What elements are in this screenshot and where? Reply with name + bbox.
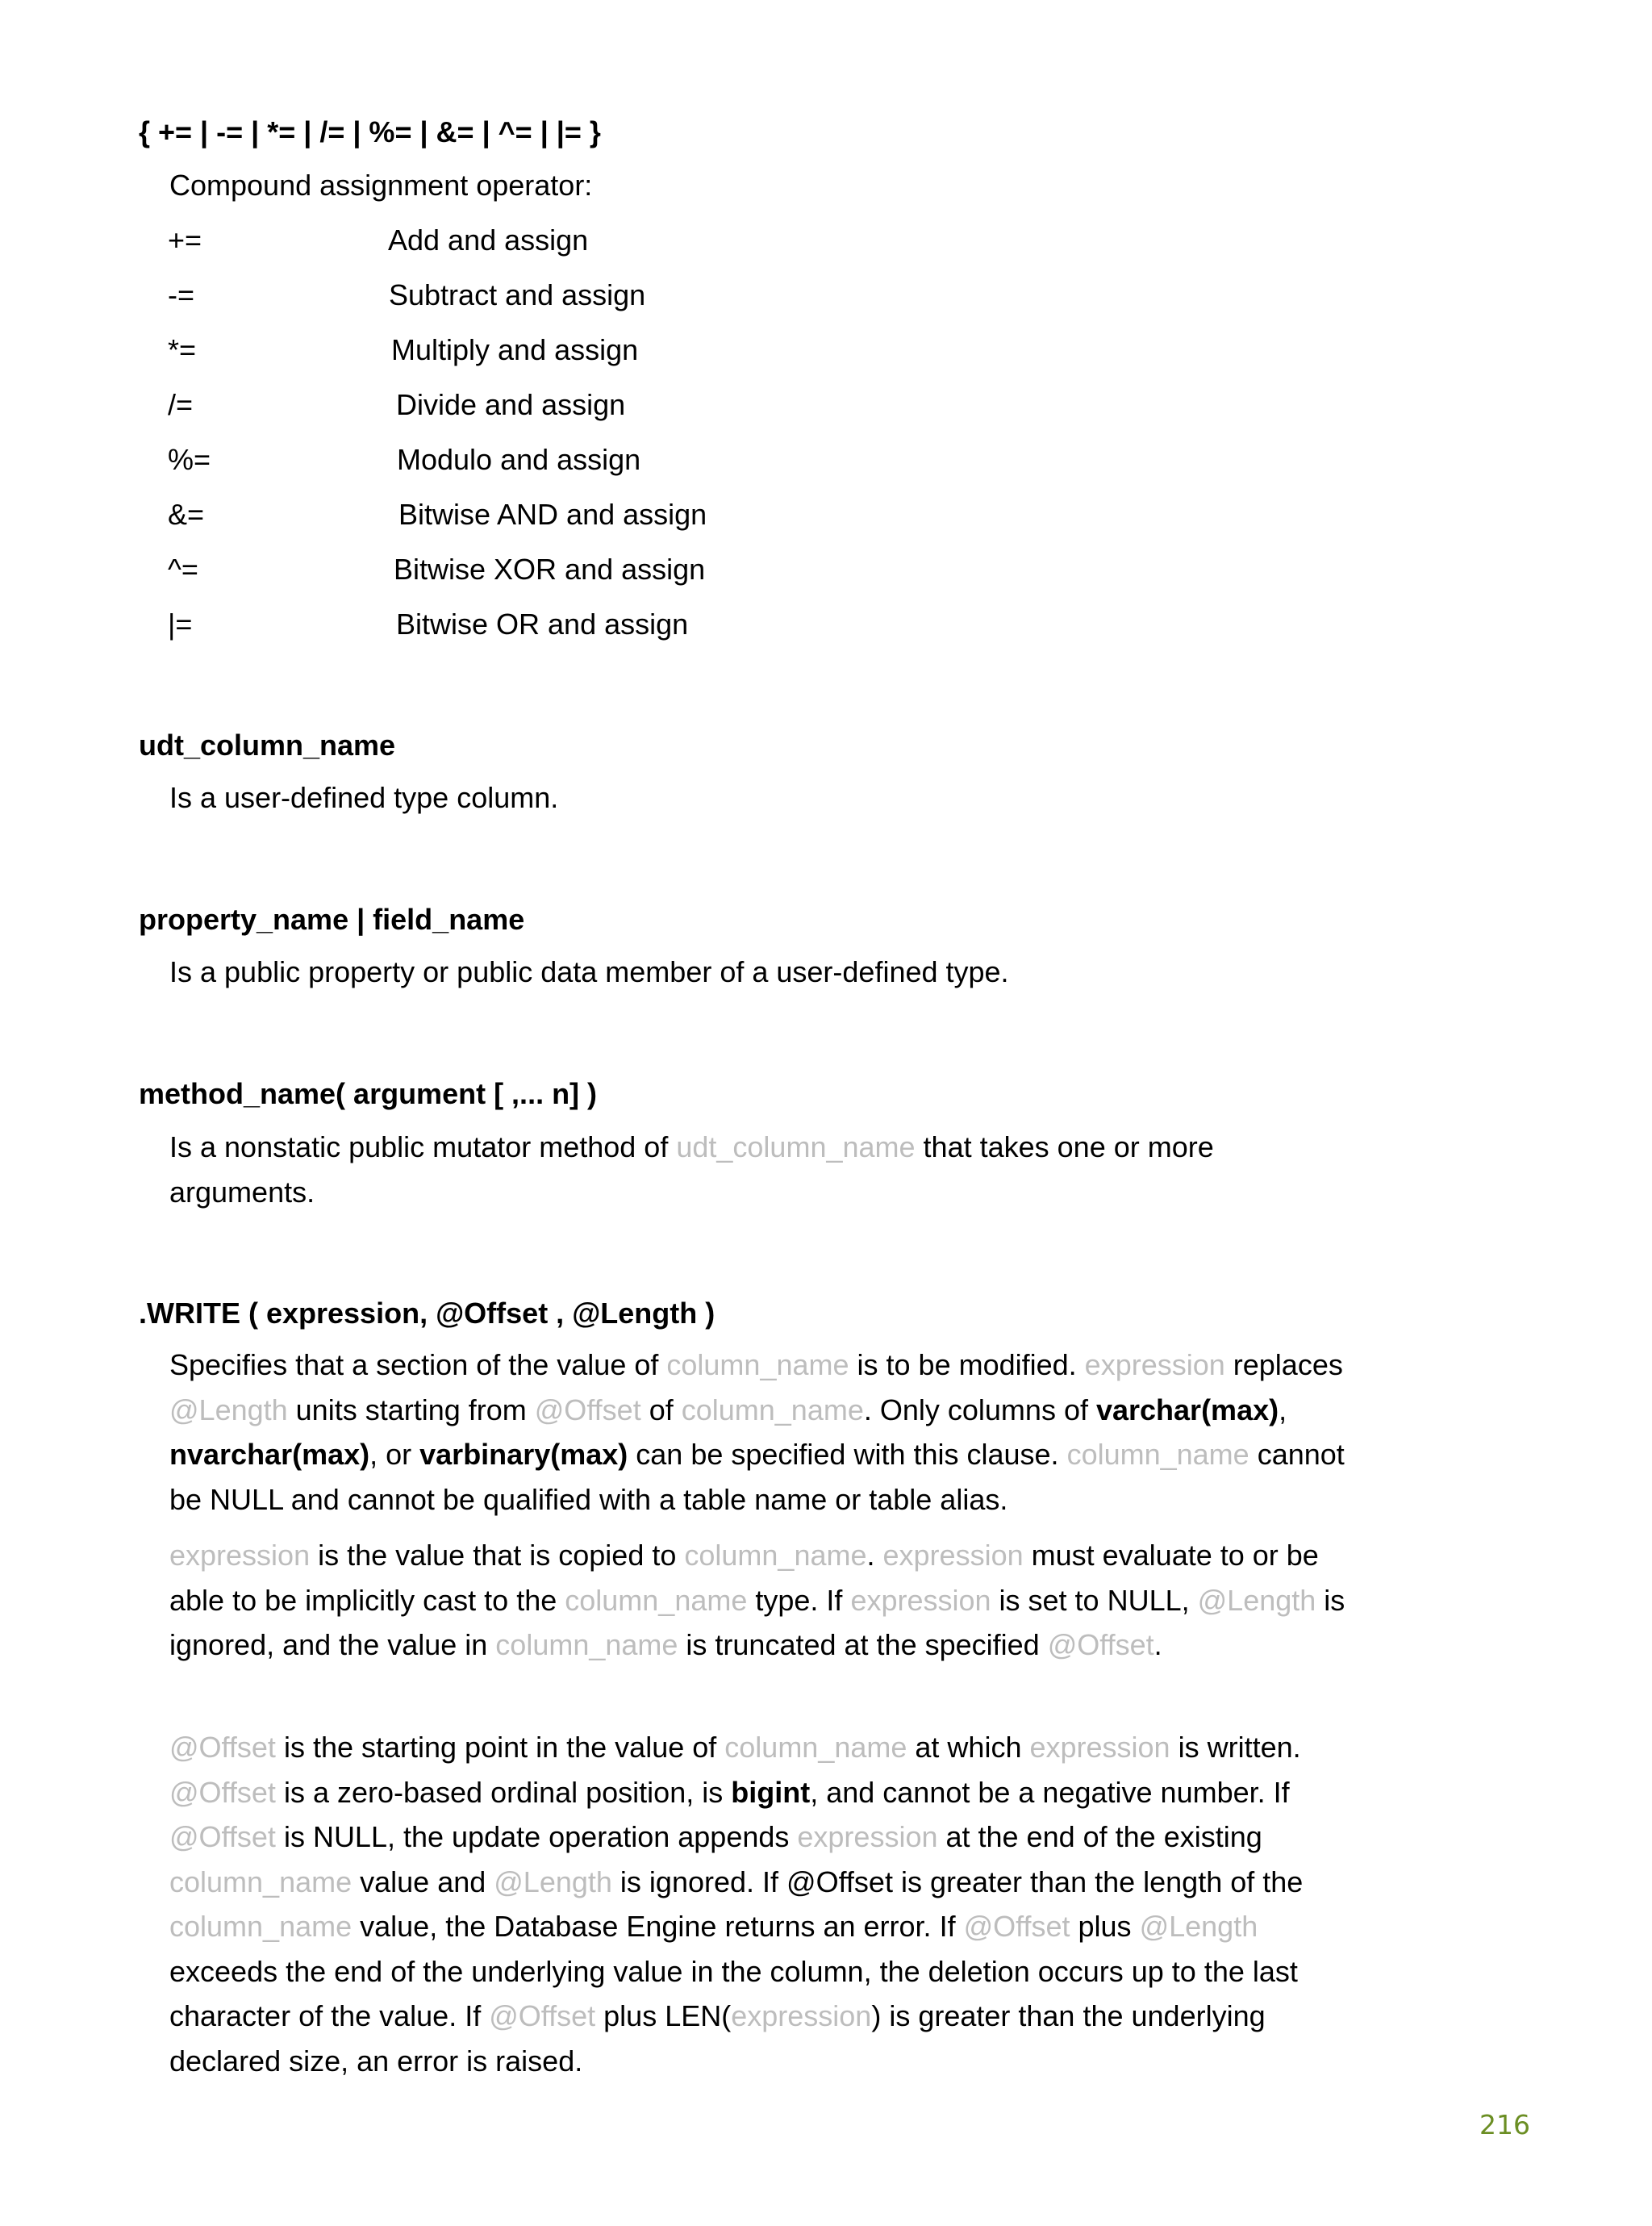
method-name-description: Is a nonstatic public mutator method of udt_column_name that takes one or more arguments. <box>169 1130 1214 1209</box>
operator-symbol: &= <box>168 498 205 531</box>
parameter-reference: @Length <box>1139 1910 1258 1943</box>
parameter-reference: @Length <box>1197 1583 1316 1617</box>
method-name-heading: method_name( argument [ ,... n] ) <box>139 1077 598 1110</box>
text-run: exceeds the end of the underlying value in the column, the deletion occurs up to the last character of the value. If <box>169 1954 1298 2032</box>
text-run: of <box>640 1393 682 1426</box>
operator-symbol: += <box>168 223 202 257</box>
parameter-reference: expression <box>850 1583 991 1617</box>
parameter-reference: @Offset <box>963 1910 1070 1943</box>
operator-description: Bitwise OR and assign <box>396 608 689 641</box>
text-run: replaces <box>1224 1348 1343 1381</box>
type-keyword: bigint <box>731 1775 811 1809</box>
property-name-description: Is a public property or public data member of a user-defined type. <box>169 955 1009 988</box>
text-run: ) is greater than the underlying declared size, an error is raised. <box>169 1999 1266 2078</box>
compound-operator-heading: { += | -= | *= | /= | %= | &= | ^= | |= } <box>139 115 601 148</box>
parameter-reference: expression <box>169 1539 311 1572</box>
text-run: . Only columns of <box>863 1393 1096 1426</box>
text-run: cannot be NULL and cannot be qualified with a table name or table alias. <box>169 1438 1345 1516</box>
text-run: is the starting point in the value of <box>275 1731 725 1764</box>
operator-description: Subtract and assign <box>389 278 646 311</box>
parameter-reference: expression <box>731 1999 872 2032</box>
text-run: , and cannot be a negative number. If <box>810 1775 1290 1809</box>
text-run: , or <box>369 1438 420 1471</box>
text-run: can be specified with this clause. <box>628 1438 1067 1471</box>
text-run: is NULL, the update operation appends <box>275 1820 798 1853</box>
operator-symbol: ^= <box>168 553 198 586</box>
write-paragraph-1 <box>169 1343 1347 1522</box>
text-run: is ignored, and the value in <box>169 1583 1345 1661</box>
operator-description: Bitwise XOR and assign <box>394 553 706 586</box>
operator-description: Divide and assign <box>396 388 626 421</box>
text-run: is ignored. If @Offset is greater than the length of the <box>611 1865 1304 1898</box>
operator-symbol: %= <box>168 443 211 476</box>
compound-operator-intro: Compound assignment operator: <box>169 169 593 202</box>
text-run: is to be modified. <box>849 1348 1085 1381</box>
text-run: value and <box>352 1865 494 1898</box>
parameter-reference: @Offset <box>169 1820 276 1853</box>
text-run: at the end of the existing <box>937 1820 1262 1853</box>
parameter-reference: column_name <box>169 1910 353 1943</box>
write-paragraph-3 <box>169 1725 1347 2083</box>
parameter-reference: expression <box>1029 1731 1170 1764</box>
operator-symbol: |= <box>168 608 193 641</box>
operator-description: Bitwise AND and assign <box>398 498 707 531</box>
text-run: must evaluate to or be able to be implicitly cast to the <box>169 1539 1319 1617</box>
text-run: plus LEN( <box>595 1999 732 2032</box>
text-run: is set to NULL, <box>991 1583 1198 1617</box>
parameter-reference: @Length <box>494 1865 612 1898</box>
text-run: plus <box>1070 1910 1140 1943</box>
parameter-reference: column_name <box>666 1348 849 1381</box>
parameter-reference: @Offset <box>534 1393 641 1426</box>
text-run: Specifies that a section of the value of <box>169 1348 667 1381</box>
parameter-reference: expression <box>882 1539 1024 1572</box>
text-run: type. If <box>747 1583 851 1617</box>
parameter-reference: expression <box>1084 1348 1225 1381</box>
text-run: at which <box>907 1731 1030 1764</box>
parameter-reference: column_name <box>684 1539 867 1572</box>
write-paragraph-2 <box>169 1533 1347 1668</box>
parameter-reference: column_name <box>1066 1438 1249 1471</box>
text-run: value, the Database Engine returns an error. If <box>352 1910 964 1943</box>
parameter-reference: column_name <box>724 1731 907 1764</box>
parameter-reference: @Offset <box>489 1999 596 2032</box>
parameter-reference: column_name <box>169 1865 353 1898</box>
text-run: is a zero-based ordinal position, is <box>275 1775 732 1809</box>
parameter-reference: @Offset <box>169 1731 276 1764</box>
operator-description: Add and assign <box>388 223 589 257</box>
property-name-heading: property_name | field_name <box>139 903 525 936</box>
operator-symbol: /= <box>168 388 194 421</box>
operator-description: Modulo and assign <box>397 443 641 476</box>
udt-column-name-heading: udt_column_name <box>139 729 396 762</box>
operator-symbol: -= <box>168 278 195 311</box>
text-run: is the value that is copied to <box>310 1539 685 1572</box>
text-run: is truncated at the specified <box>678 1628 1048 1661</box>
page-number: 216 <box>1479 2109 1530 2140</box>
write-clause-heading: .WRITE ( expression, @Offset , @Length ) <box>139 1297 715 1330</box>
text-run: . <box>866 1539 883 1572</box>
parameter-reference: @Offset <box>169 1775 276 1809</box>
type-keyword: varchar(max) <box>1095 1393 1279 1426</box>
operator-description: Multiply and assign <box>391 333 639 366</box>
text-run: . <box>1153 1628 1162 1661</box>
udt-column-name-reference: udt_column_name <box>676 1130 916 1163</box>
text-run: is written. <box>1170 1731 1301 1764</box>
type-keyword: varbinary(max) <box>419 1438 628 1471</box>
type-keyword: nvarchar(max) <box>169 1438 370 1471</box>
parameter-reference: column_name <box>565 1583 748 1617</box>
parameter-reference: expression <box>797 1820 938 1853</box>
text-run: , <box>1279 1393 1287 1426</box>
parameter-reference: column_name <box>495 1628 678 1661</box>
parameter-reference: @Length <box>169 1393 288 1426</box>
operator-symbol: *= <box>168 333 197 366</box>
parameter-reference: @Offset <box>1047 1628 1154 1661</box>
parameter-reference: column_name <box>681 1393 864 1426</box>
text-run: units starting from <box>287 1393 535 1426</box>
udt-column-name-description: Is a user-defined type column. <box>169 781 559 814</box>
